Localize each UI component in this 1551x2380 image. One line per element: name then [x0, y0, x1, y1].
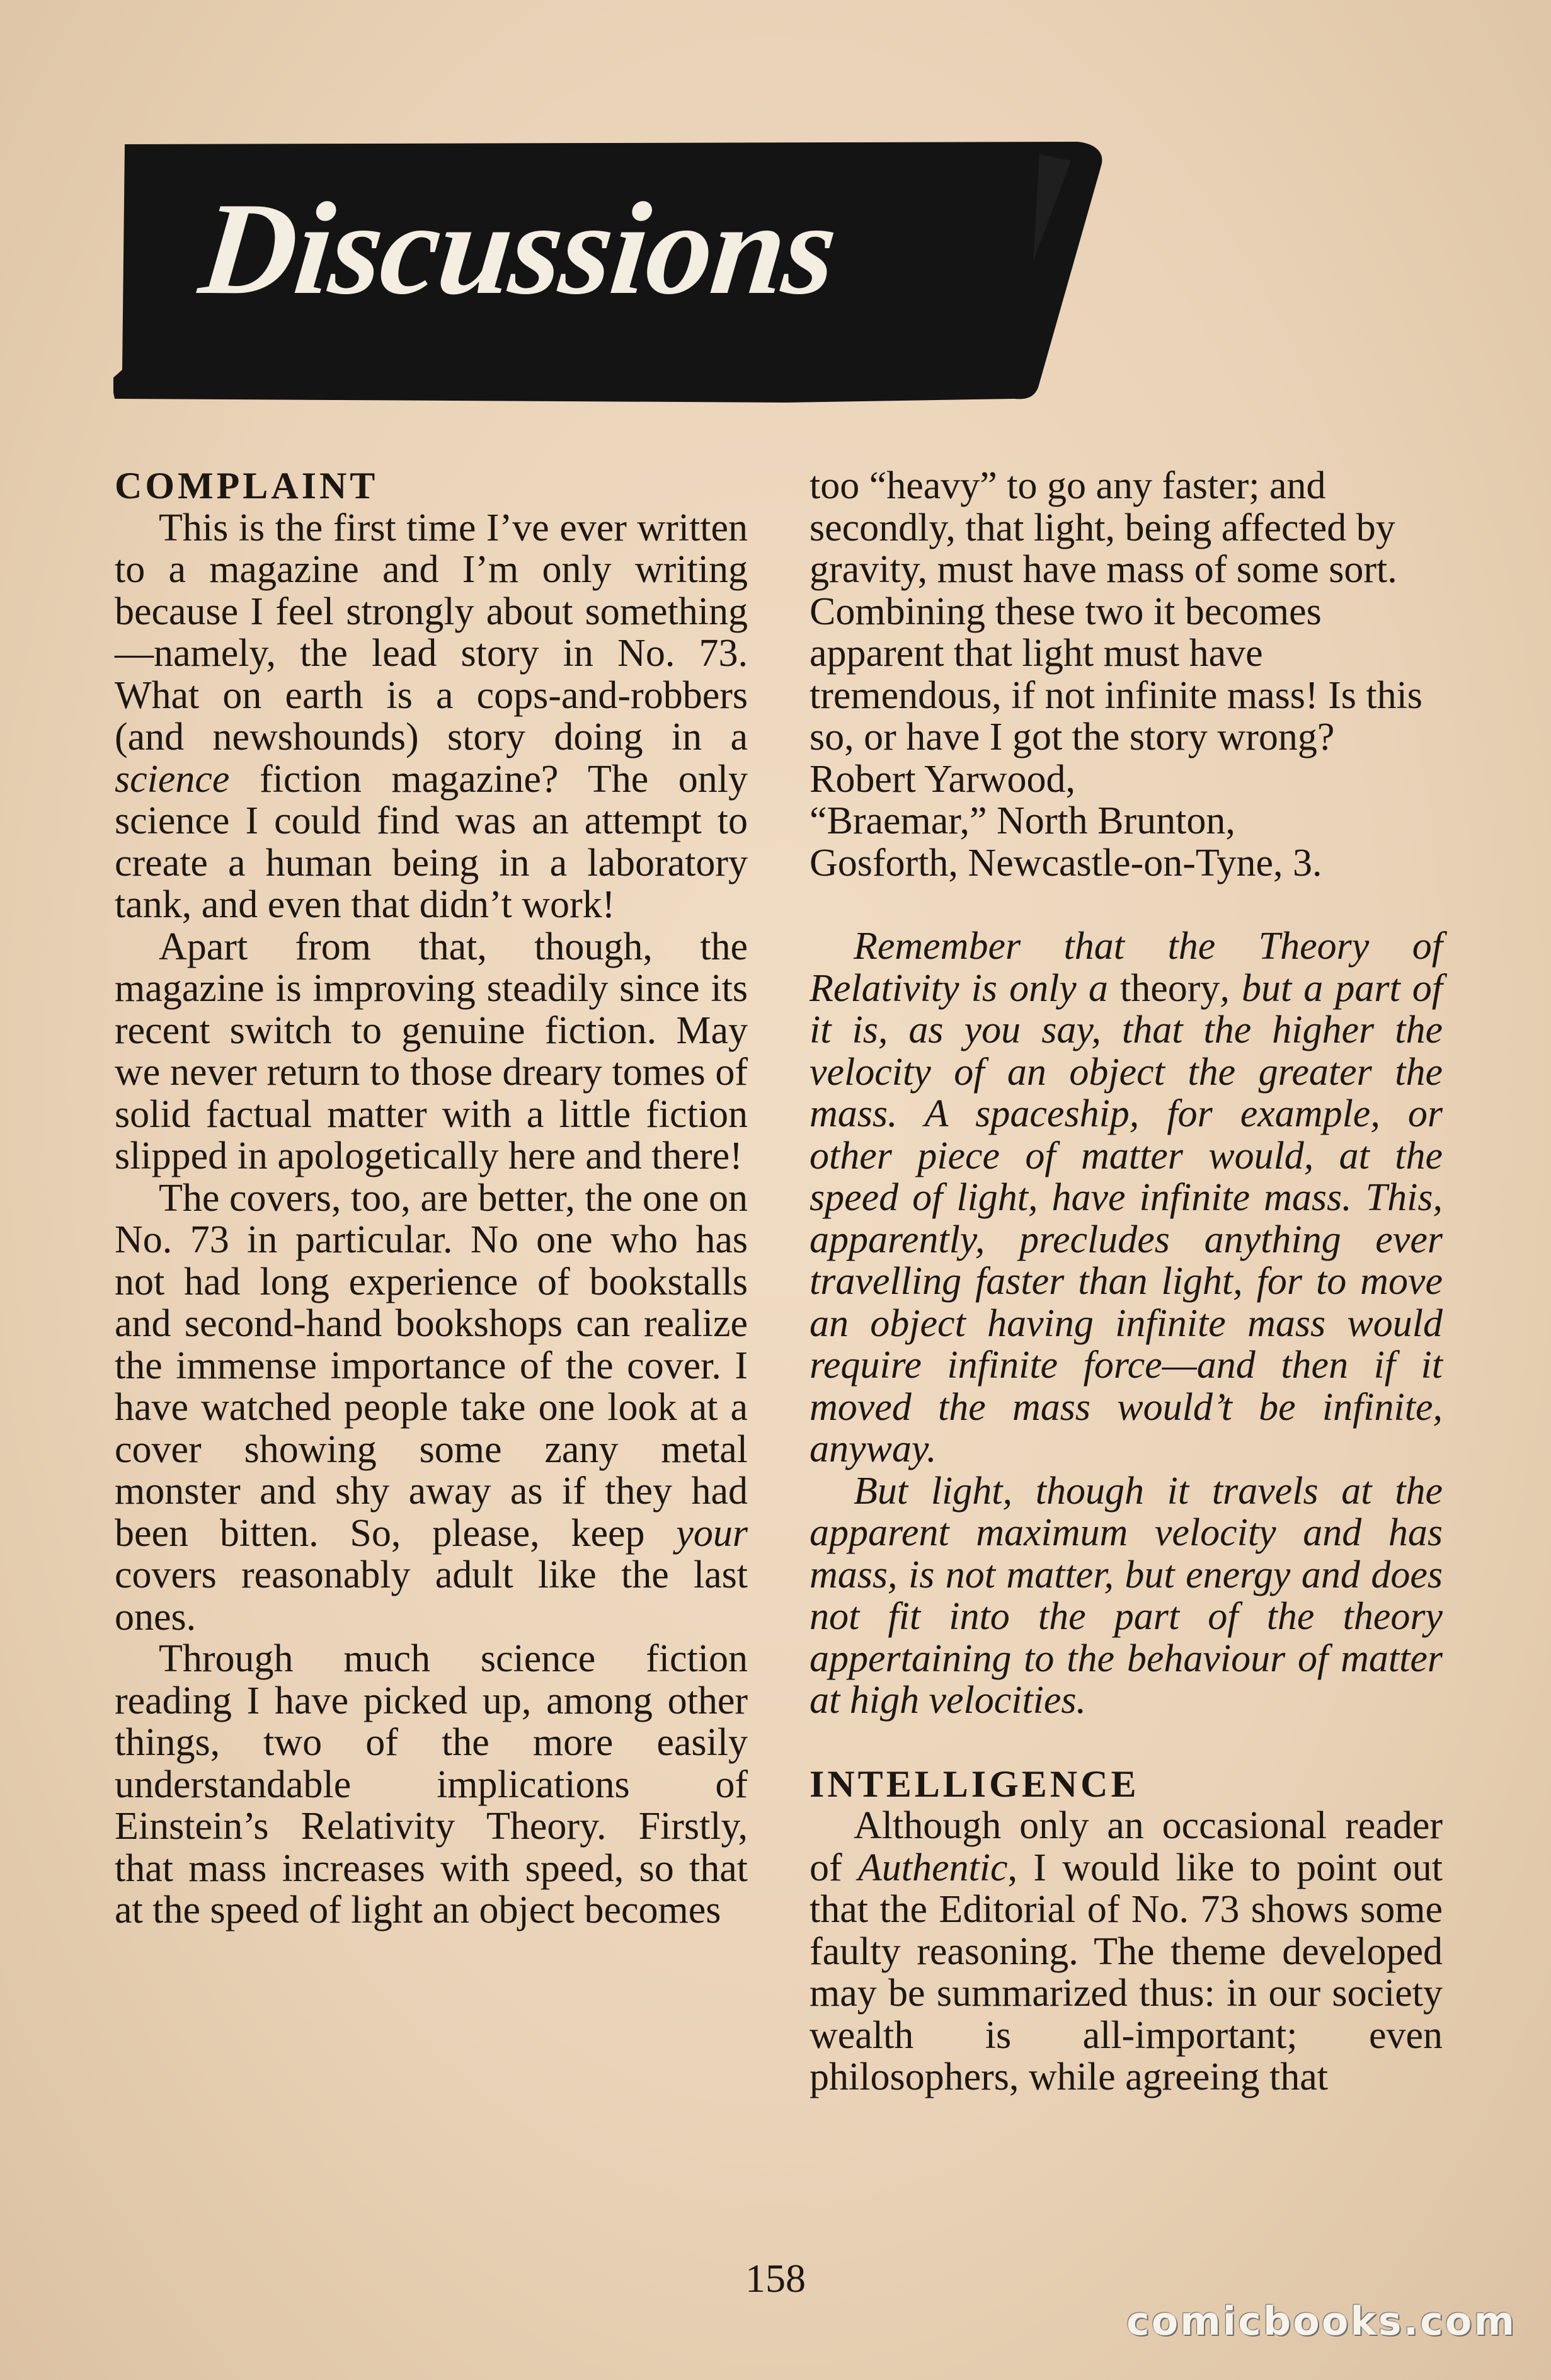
spacer — [810, 1722, 1443, 1763]
right-column — [810, 465, 1443, 2098]
letter-2-paragraph-1 — [810, 1805, 1443, 2098]
letter-paragraph-1 — [115, 507, 748, 926]
letter-paragraph-3 — [115, 1177, 748, 1639]
site-watermark: comicbooks.com — [1126, 2298, 1516, 2344]
text-run: Although only an occasional reader of — [810, 1804, 1443, 1889]
editor-reply-2: But light, though it travels at the apparent maximum velocity and has mass, is not matter, but energy and does not fit into the part of the theory appertaining to the behaviour of matter at high velocities. — [810, 1469, 1443, 1722]
text-run: The covers, too, are better, the one on No. 73 in particular. No one who has not had long experience of bookstalls and second-hand bookshops can realize the immense importance of the cover. I have watched people take one look at a cover showing some zany metal monster and shy away as if they had been bitten. So, please, keep — [115, 1176, 748, 1555]
letter-signature: Robert Yarwood, “Braemar,” North Brunton, Gosforth, Newcastle-on-Tyne, 3. — [810, 757, 1322, 884]
discussions-banner — [113, 135, 1109, 406]
text-run: This is the first time I’ve ever written to a magazine and I’m only writing because I feel strongly about something—namely, the lead story in No. 73. What on earth is a cops-and-robbers (and newshounds) story doing in a — [115, 506, 748, 758]
editor-reply-1 — [810, 925, 1443, 1470]
letter-paragraph-4: Through much science fiction reading I have picked up, among other things, two of the more easily understandable implications of Einstein’s Relativity Theory. Firstly, that mass increases with speed, so that at the speed of light an object becomes — [115, 1637, 748, 1931]
text-run: covers reasonably adult like the last ones. — [115, 1553, 748, 1639]
letter-paragraph-2: Apart from that, though, the magazine is improving steadily since its recent switch to genuine fiction. May we never return to those dreary tomes of solid factual matter with a little fiction slipped in apologetically here and there! — [115, 925, 748, 1177]
section-title: Discussions — [193, 176, 843, 322]
emphasis-text: your — [676, 1511, 748, 1555]
emphasis-text: science — [115, 757, 230, 801]
emphasis-text: Authentic — [857, 1846, 1008, 1889]
left-column — [115, 465, 748, 1931]
text-run: , but a part of it is, as you say, that the higher the velocity of an object the greater the mass. A spaceship, for example, or other piece of matter would, at the speed of light, have infinite mass. This, apparently, precludes anything ever travelling faster than light, for to move an object having infinite mass would require infinite force—and then if it moved the mass would’t be infinite, anyway. — [810, 966, 1443, 1470]
text-run: , I would like to point out that the Editorial of No. 73 shows some faulty reasoning. The theme developed may be summarized thus: in our society wealth is all-important; even philosophers, while agreeing that — [810, 1846, 1443, 2098]
text-run: Remember that the Theory of Relativity is only a — [810, 925, 1443, 1010]
letter-heading-intelligence: INTELLIGENCE — [810, 1763, 1140, 1805]
letter-heading-complaint: COMPLAINT — [115, 465, 379, 506]
upright-text: theory — [1119, 966, 1220, 1010]
letter-paragraph-4-continued: too “heavy” to go any faster; and secondly, that light, being affected by gravity, must have mass of some sort. Combining these two it becomes apparent that light must have tremendous, if not infinite mass! Is this so, or have I got the story wrong? — [810, 464, 1422, 758]
text-run: fiction magazine? The only science I could find was an attempt to create a human being in a laboratory tank, and even that didn’t work! — [115, 757, 748, 926]
spacer — [810, 884, 1443, 925]
page-number: 158 — [745, 2256, 806, 2301]
